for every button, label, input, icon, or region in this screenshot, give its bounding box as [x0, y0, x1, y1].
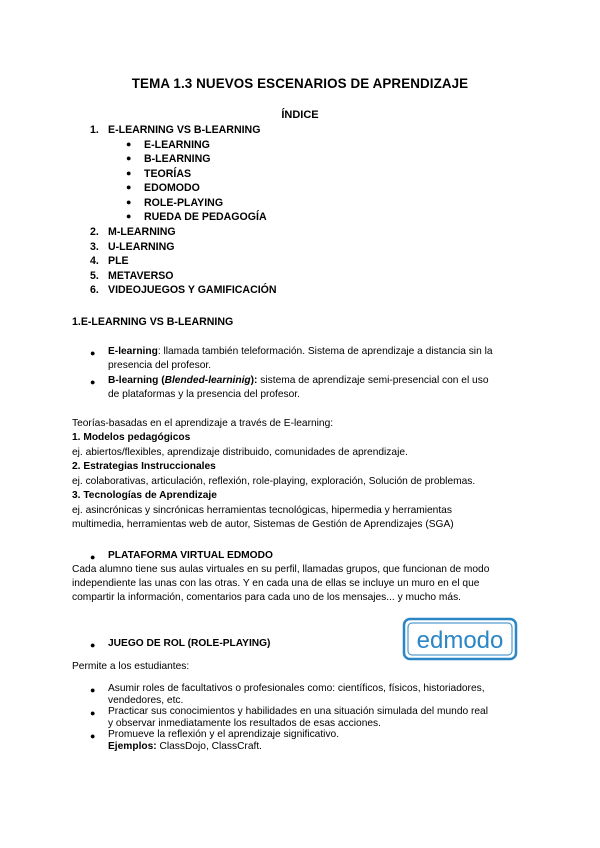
bullet-icon: ● [90, 348, 96, 358]
page-title: TEMA 1.3 NUEVOS ESCENARIOS DE APRENDIZAJE [131, 76, 469, 91]
bullet-icon: ● [90, 640, 96, 650]
list-item: Asumir roles de facultativos o profesionales como: científicos, físicos, historiadores, vendedores, etc. [108, 683, 485, 706]
blearning-definition: B-learning (Blended-learninig): sistema de aprendizaje semi-presencial con el uso de plataformas y la presencia del profesor. [108, 375, 489, 401]
teoria-heading: 3. Tecnologías de Aprendizaje [72, 490, 217, 501]
bullet-icon: ● [90, 708, 96, 718]
bullet-icon: ● [90, 685, 96, 695]
section-heading: 1.E-LEARNING VS B-LEARNING [72, 316, 234, 328]
bullet-icon: ● [90, 552, 96, 562]
bullet-icon: ● [90, 731, 96, 741]
teoria-heading: 2. Estrategias Instruccionales [72, 461, 216, 472]
teorias-intro: Teorías-basadas en el aprendizaje a través de E-learning: [72, 418, 334, 429]
edmodo-heading: PLATAFORMA VIRTUAL EDMODO [108, 550, 273, 561]
index-heading: ÍNDICE [281, 109, 319, 121]
roleplay-intro: Permite a los estudiantes: [72, 661, 190, 672]
list-item: Promueve la reflexión y el aprendizaje significativo. Ejemplos: ClassDojo, ClassCraft. [108, 729, 340, 752]
document-page: TEMA 1.3 NUEVOS ESCENARIOS DE APRENDIZAJE ÍNDICE 1. E-LEARNING VS B-LEARNING ● E-LEARNING ● B-LEARNING ● TEORÍAS ● EDOMODO ● ROLE-PLAYING ● RUEDA DE PEDAGOGÍA 2. M-LEARNING 3. U-LEARNING 4. PLE 5. METAVERSO 6. VIDEOJUEGOS Y GAMIFICACIÓN 1.E-LEARNING VS B-LEARNING ● E-learning: llamada también teleformación. Sistema de aprendizaje a distancia sin la presencia del profesor. ● B-learning (Blended-learninig): sistema de aprendizaje semi-presencial con el uso de plataformas y la presencia del profesor. Teorías-basadas en el aprendizaje a través de E-learning: 1. Modelos pedagógicos ej. abiertos/flexibles, aprendizaje distribuido, comunidades de aprendizaje. 2. Estrategias Instruccionales ej. colaborativas, articulación, reflexión, role-playing, exploración, Solución de problemas. 3. Tecnologías de Aprendizaje ej. asincrónicas y sincrónicas herramientas tecnológicas, hipermedia y herramientas multimedia, herramientas web de autor, Sistemas de Gestión de Aprendizajes (SGA) ● PLATAFORMA VIRTUAL EDMODO Cada alumno tiene sus aulas virtuales en su perfil, llamadas grupos, que funcionan de modo independiente las unas con las otras. Y en cada una de ellas se incluye un muro en el que compartir la información, comentarios para cada uno de los mensajes... y mucho más. edmodo ● JUEGO DE ROL (ROLE-PLAYING) Permite a los estudiantes: ● Asumir roles de facultativos o profesionales como: científicos, físicos, historiadores, vendedores, etc. ● Practicar sus conocimientos y habilidades en una situación simulada del mundo real y observar inmediatamente los resultados de esas acciones. ● Promueve la reflexión y el aprendizaje significativo. Ejemplos: ClassDojo, ClassCraft. [0, 0, 600, 848]
teoria-heading: 1. Modelos pedagógicos [72, 432, 191, 443]
teoria-text: ej. abiertos/flexibles, aprendizaje distribuido, comunidades de aprendizaje. [72, 447, 408, 458]
teoria-text: ej. colaborativas, articulación, reflexión, role-playing, exploración, Solución de problemas. [72, 476, 476, 487]
edmodo-description: Cada alumno tiene sus aulas virtuales en su perfil, llamadas grupos, que funcionan de modo independiente las unas con las otras. Y en cada una de ellas se incluye un muro en el que compartir la información, comentarios para cada uno de los mensajes... y mucho más. [72, 564, 490, 604]
bullet-icon: ● [90, 377, 96, 387]
roleplay-heading: JUEGO DE ROL (ROLE-PLAYING) [108, 638, 271, 649]
list-item: Practicar sus conocimientos y habilidades en una situación simulada del mundo real y observar inmediatamente los resultados de esas acciones. [108, 706, 488, 729]
elearning-definition: E-learning: llamada también teleformación. Sistema de aprendizaje a distancia sin la presencia del profesor. [108, 346, 493, 372]
edmodo-logo [402, 617, 518, 661]
edmodo-logo-text: edmodo [416, 627, 504, 654]
teoria-text: ej. asincrónicas y sincrónicas herramientas tecnológicas, hipermedia y herramientas multimedia, herramientas web de autor, Sistemas de Gestión de Aprendizajes (SGA) [72, 505, 454, 531]
